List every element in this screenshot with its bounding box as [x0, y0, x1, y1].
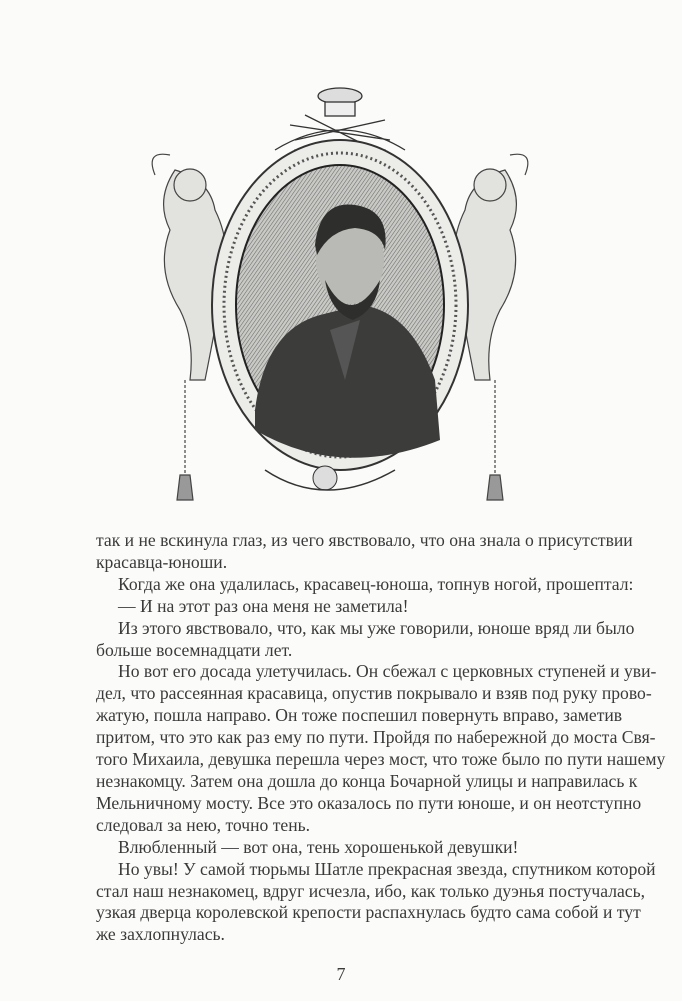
- text-line: Мельничному мосту. Все это оказалось по пути юноше, и он неотступно: [96, 792, 642, 813]
- text-line: жатую, пошла направо. Он тоже поспешил повернуть вправо, заметив: [96, 705, 623, 726]
- text-line: красавца-юноши.: [96, 551, 228, 572]
- paragraph: [96, 858, 656, 947]
- text-line: притом, что это как раз ему по пути. Пройдя по набережной до моста Свя-: [96, 727, 656, 748]
- text-line: незнакомцу. Затем она дошла до конца Бочарной улицы и направилась к: [96, 770, 638, 791]
- paragraph: [96, 573, 634, 596]
- text-line: следовал за нею, точно тень.: [96, 814, 311, 835]
- text-line: Но увы! У самой тюрьмы Шатле прекрасная звезда, спутником которой: [118, 858, 656, 879]
- text-line: больше восемнадцати лет.: [96, 639, 293, 660]
- text-line: стал наш незнакомец, вдруг исчезла, ибо, как только дуэнья постучалась,: [96, 880, 646, 901]
- portrait-engraving: [145, 80, 535, 510]
- paragraph: [96, 530, 633, 574]
- paragraph: [96, 596, 596, 618]
- text-line: Когда же она удалилась, красавец-юноша, топнув ногой, прошептал:: [118, 573, 634, 594]
- text-line: дел, что рассеянная красавица, опустив покрывало и взяв под руку прово-: [96, 683, 652, 704]
- paragraph: [96, 617, 635, 662]
- text-line: же захлопнулась.: [96, 924, 225, 945]
- text-line: Влюбленный — вот она, тень хорошенькой девушки!: [118, 836, 519, 857]
- paragraph: [96, 661, 666, 836]
- text-line: так и не вскинула глаз, из чего явствовало, что она знала о присутствии: [96, 530, 633, 550]
- text-line: того Михаила, девушка перешла через мост, что тоже было по пути нашему: [96, 749, 666, 770]
- text-line: — И на этот раз она меня не заметила!: [118, 595, 409, 616]
- text-line: узкая дверца королевской крепости распахнулась будто сама собой и тут: [96, 902, 641, 923]
- text-line: Но вот его досада улетучилась. Он сбежал с церковных ступеней и уви-: [118, 661, 657, 682]
- paragraph: [96, 837, 596, 859]
- page-number: 7: [336, 964, 346, 984]
- text-line: Из этого явствовало, что, как мы уже говорили, юноше вряд ли было: [118, 617, 635, 638]
- body-text: [96, 530, 666, 946]
